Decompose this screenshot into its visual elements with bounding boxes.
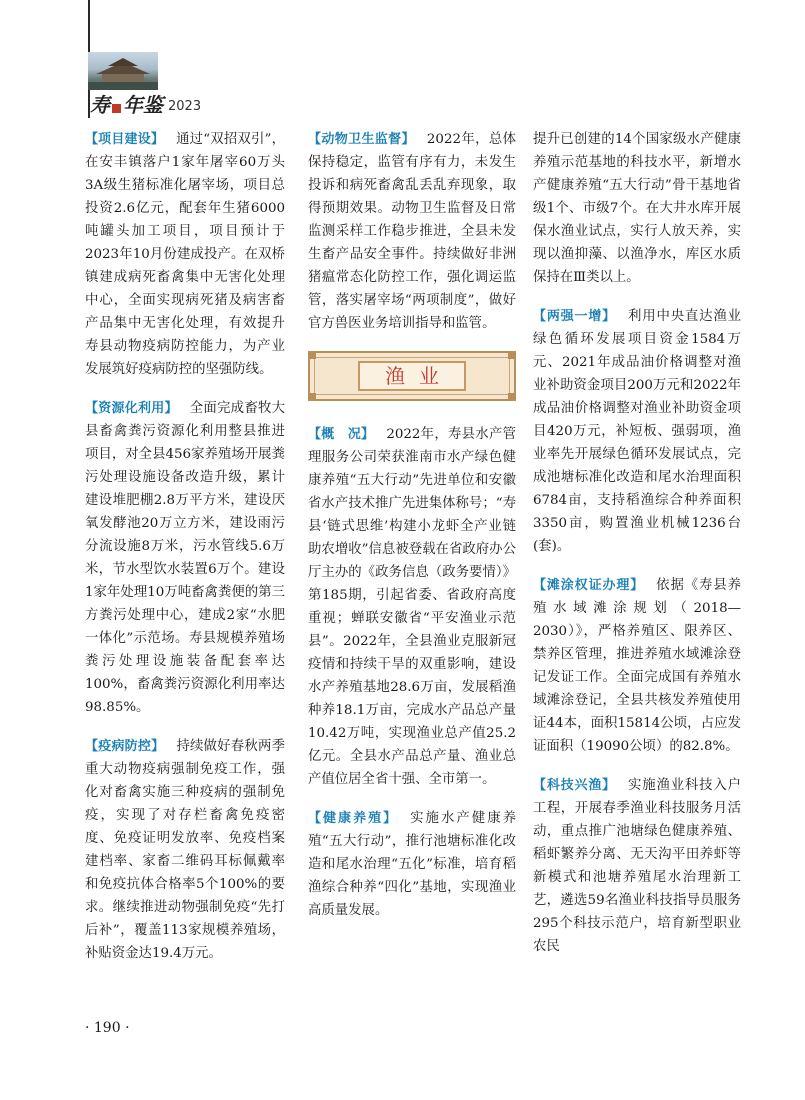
paragraph-tag: 【动物卫生监督】 bbox=[308, 132, 415, 147]
paragraph-tag: 【项目建设】 bbox=[85, 132, 165, 147]
paragraph-tag: 【资源化利用】 bbox=[85, 401, 178, 416]
paragraph-text: 提升已创建的14个国家级水产健康养殖示范基地的科技水平，新增水产健康养殖“五大行动”骨干基地省级1个、市级7个。在大井水库开展保水渔业试点，实行人放天养，实现以渔抑藻、以渔净水，库区水质保持在Ⅲ类以上。 bbox=[533, 132, 741, 285]
paragraph-text: 实施水产健康养殖“五大行动”，推行池塘标准化改造和尾水治理“五化”标准，培育稻渔综合种养“四化”基地，实现渔业高质量发展。 bbox=[308, 811, 516, 918]
paragraph bbox=[533, 574, 741, 758]
page-number: · 190 · bbox=[85, 1020, 130, 1036]
yearbook-logo bbox=[90, 92, 201, 118]
paragraph-text: 持续做好春秋两季重大动物疫病强制免疫工作，强化对畜禽实施三种疫病的强制免疫，实现了对存栏畜禽免疫密度、免疫证明发放率、免疫档案建档率、家畜二维码耳标佩戴率和免疫抗体合格率5个100%的要求。继续推进动物强制免疫“先打后补”，覆盖113家规模养殖场，补贴资金达19.4万元。 bbox=[85, 739, 285, 961]
paragraph bbox=[85, 397, 285, 719]
corner-ornament bbox=[308, 393, 316, 401]
paragraph-tag: 【两强一增】 bbox=[533, 309, 617, 324]
paragraph bbox=[533, 774, 741, 958]
paragraph-text: 依据《寿县养殖水域滩涂规划（2018—2030）》，严格养殖区、限养区、禁养区管理，推进养殖水域滩涂登记发证工作。全面完成国有养殖水域滩涂登记，全县共核发养殖使用证44本，面积15814公顷，占应发证面积（19090公顷）的82.8%。 bbox=[533, 578, 741, 754]
paragraph-tag: 【疫病防控】 bbox=[85, 739, 165, 754]
corner-ornament bbox=[308, 351, 316, 359]
column-2 bbox=[308, 128, 516, 938]
column-3 bbox=[533, 128, 741, 974]
logo-char-2: 年鉴 bbox=[123, 93, 163, 117]
paragraph bbox=[85, 735, 285, 965]
paragraph-text: 通过“双招双引”，在安丰镇落户1家年屠宰60万头3A级生猪标准化屠宰场，项目总投资2.6亿元，配套年生猪6000吨罐头加工项目，项目预计于2023年10月份建成投产。在双桥镇建成病死畜禽集中无害化处理中心，全面实现病死猪及病害畜产品集中无害化处理，有效提升寿县动物疫病防控能力，为产业发展筑好疫病防控的坚强防线。 bbox=[85, 132, 285, 377]
paragraph bbox=[533, 305, 741, 558]
section-heading-box bbox=[308, 351, 516, 401]
paragraph bbox=[308, 128, 516, 335]
column-1 bbox=[85, 128, 285, 981]
paragraph-tag: 【健康养殖】 bbox=[308, 811, 399, 826]
paragraph-text: 全面完成畜牧大县畜禽粪污资源化利用整县推进项目，对全县456家养殖场开展粪污处理设施设备改造升级，累计建设堆肥棚2.8万平方米，建设厌氧发酵池20万立方米，建设雨污分流设施8万米，污水管线5.6万米，节水型饮水装置6万个。建设1家年处理10万吨畜禽粪便的第三方粪污处理中心，建成2家“水肥一体化”示范场。寿县规模养殖场粪污处理设施装备配套率达100%，畜禽粪污资源化利用率达98.85%。 bbox=[85, 401, 285, 715]
paragraph-text: 2022年，寿县水产管理服务公司荣获淮南市水产绿色健康养殖“五大行动”先进单位和安徽省水产技术推广先进集体称号；“寿县‘链式思维’构建小龙虾全产业链助农增收”信息被登载在省政府办公厅主办的《政务信息（政务要情）》第185期，引起省委、省政府高度重视；蝉联安徽省“平安渔业示范县”。2022年，全县渔业克服新冠疫情和持续干旱的双重影响，建设水产养殖基地28.6万亩，发展稻渔种养18.1万亩，完成水产品总产量10.42万吨，实现渔业总产值25.2亿元。全县水产品总产量、渔业总产值位居全省十强、全市第一。 bbox=[308, 427, 516, 787]
paragraph-tag: 【滩涂权证办理】 bbox=[533, 578, 645, 593]
paragraph-tag: 【概 况】 bbox=[308, 427, 375, 442]
paragraph-tag: 【科技兴渔】 bbox=[533, 778, 617, 793]
corner-ornament bbox=[508, 351, 516, 359]
header-landscape-image bbox=[88, 52, 158, 90]
paragraph-text: 利用中央直达渔业绿色循环发展项目资金1584万元、2021年成品油价格调整对渔业补助资金项目200万元和2022年成品油价格调整对渔业补助资金项目420万元，补短板、强弱项，渔业率先开展绿色循环发展试点，完成池塘标准化改造和尾水治理面积6784亩，支持稻渔综合种养面积3350亩，购置渔业机械1236台(套)。 bbox=[533, 309, 741, 554]
logo-char: 寿 bbox=[90, 93, 110, 117]
section-heading: 渔业 bbox=[358, 361, 466, 391]
corner-ornament bbox=[508, 393, 516, 401]
logo-year: 2023 bbox=[168, 99, 202, 114]
logo-stamp-icon bbox=[112, 104, 121, 113]
paragraph-text: 实施渔业科技入户工程，开展春季渔业科技服务月活动，重点推广池塘绿色健康养殖、稻虾繁养分离、无天沟平田养虾等新模式和池塘养殖尾水治理新工艺，遴选59名渔业科技指导员服务295个科技示范户，培育新型职业农民 bbox=[533, 778, 741, 954]
paragraph bbox=[85, 128, 285, 381]
paragraph-text: 2022年，总体保持稳定，监管有序有力，未发生投诉和病死畜禽乱丢乱弃现象，取得预期效果。动物卫生监督及日常监测采样工作稳步推进，全县未发生畜产品安全事件。持续做好非洲猪瘟常态化防控工作，强化调运监管，落实屠宰场“两项制度”，做好官方兽医业务培训指导和监管。 bbox=[308, 132, 516, 331]
paragraph bbox=[308, 423, 516, 791]
paragraph bbox=[308, 807, 516, 922]
paragraph bbox=[533, 128, 741, 289]
